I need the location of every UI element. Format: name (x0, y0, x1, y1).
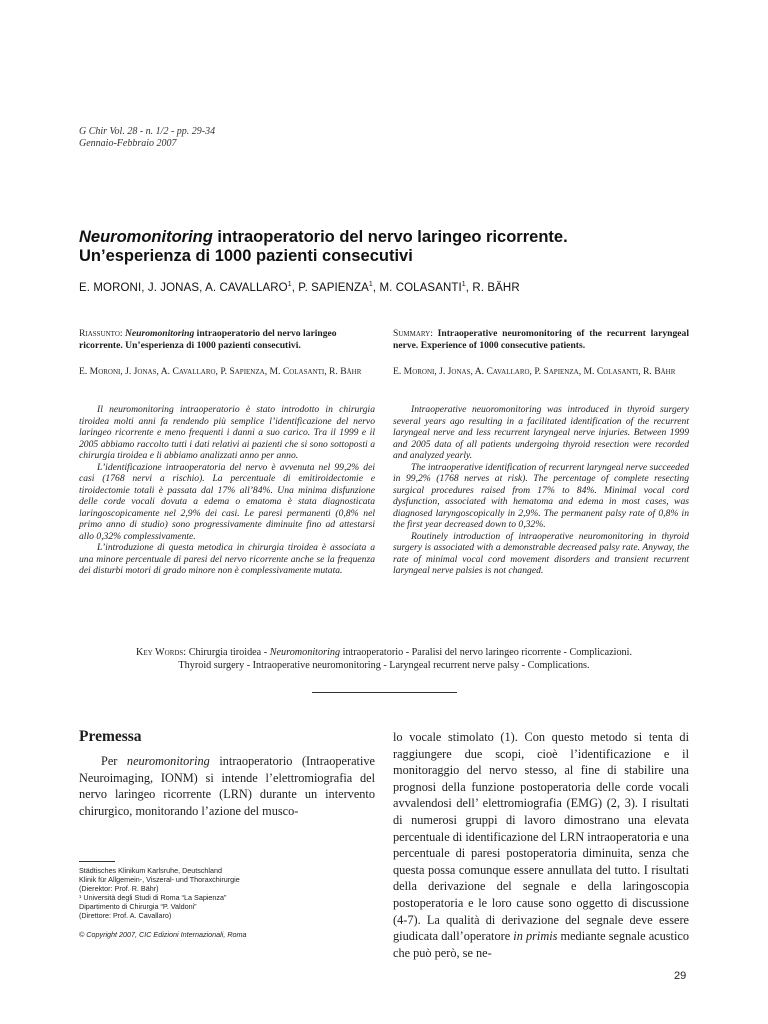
keywords-label: Key Words: (135, 647, 187, 658)
body-text-right (393, 729, 689, 961)
footnote-line: Klinik für Allgemein-, Viszeral- und Thoraxchirurgie (79, 874, 240, 884)
summary-authors: E. Moroni, J. Jonas, A. Cavallaro, P. Sapienza, M. Colasanti, R. Bähr (393, 366, 676, 377)
title-rest: intraoperatorio del nervo laringeo ricorrente. (212, 228, 568, 246)
riassunto-title-italic: Neuromonitoring (124, 328, 195, 339)
author: P. SAPIENZA (298, 282, 369, 294)
footnote-line: Städtisches Klinikum Karlsruhe, Deutschland (79, 866, 223, 875)
page-number: 29 (674, 970, 687, 982)
riassunto-heading (79, 328, 375, 351)
keywords-it-pre: Chirurgia tiroidea - (188, 647, 270, 658)
journal-date: Gennaio-Febbraio 2007 (79, 138, 177, 149)
author: E. MORONI (79, 282, 142, 294)
key-words (79, 646, 689, 672)
keywords-it-italic: Neuromonitoring (269, 647, 341, 658)
author: A. CAVALLARO (205, 282, 288, 294)
article-title (79, 228, 699, 266)
footnote-line: (Dierektor: Prof. R. Bähr) (79, 883, 159, 893)
title-line2: Un’esperienza di 1000 pazienti consecutivi (79, 247, 413, 265)
section-heading: Premessa (79, 728, 142, 745)
body-paragraph (79, 753, 375, 819)
body-text: mediante segnale acustico che può però, se ne- (393, 929, 689, 960)
riassunto-label: Riassunto: (79, 328, 123, 339)
body-text: Per (101, 754, 127, 768)
riassunto-title: intraoperatorio del nervo laringeo ricorrente. Un’esperienza di 1000 pazienti consecutivi. (79, 328, 337, 351)
summary-label: Summary: (393, 328, 433, 339)
title-italic: Neuromonitoring (79, 228, 213, 246)
body-text: intraoperatorio (Intraoperative Neuroimaging, IONM) si intende l’elettromiografia del nervo laringeo ricorrente (LRN) durante un intervento chirurgico, monitorando l’azione del musco- (79, 754, 375, 818)
journal-citation (79, 126, 215, 150)
body-text-left (79, 753, 375, 819)
keywords-it-post: intraoperatorio - Paralisi del nervo laringeo ricorrente - Complicazioni. (340, 647, 633, 658)
footnote-line: ¹ Università degli Studi di Roma “La Sapienza” (79, 892, 227, 902)
footnote-divider (79, 861, 115, 862)
affiliation-footnote (79, 867, 375, 920)
riassunto-body (79, 404, 375, 577)
copyright-notice: © Copyright 2007, CIC Edizioni Internazionali, Roma (79, 930, 247, 939)
author: R. BÄHR (472, 282, 520, 294)
summary-title: Intraoperative neuromonitoring of the recurrent laryngeal nerve. Experience of 1000 consecutive patients. (393, 328, 689, 351)
riassunto-authors: E. Moroni, J. Jonas, A. Cavallaro, P. Sapienza, M. Colasanti, R. Bähr (79, 366, 362, 377)
affiliation-mark: 1 (368, 281, 373, 288)
riassunto-paragraph: L’identificazione intraoperatoria del nervo è avvenuta nel 99,2% dei casi (1768 nervi a rischio). La percentuale di emitiroidectomie e tiroidectomie totali è passata dal 17% all’84%. Una minima disfunzione delle corde vocali dovuta a edema o ematoma è stata diagnosticata laringoscopicamente nel 2,9% dei casi. Le paresi permanenti (0,8% nel primo anno di studio) sono progressivamente diminuite fino ad attestarsi allo 0,32% complessivamente. (79, 461, 375, 542)
footnote-line: (Direttore: Prof. A. Cavallaro) (79, 910, 172, 920)
footnote-line: Dipartimento di Chirurgia “P. Valdoni” (79, 901, 197, 911)
summary-paragraph: Intraoperative neuoromonitoring was introduced in thyroid surgery several years ago resulting in a facilitated identification of the recurrent laryngeal nerve and less recurrent laryngeal nerve injuries. Between 1999 and 2005 data of all patients undergoing thyroid resection were recorded and analyzed yearly. (393, 404, 689, 461)
journal-volume: G Chir Vol. 28 - n. 1/2 - pp. 29-34 (79, 126, 216, 137)
summary-paragraph: The intraoperative identification of recurrent laryngeal nerve succeeded in 99,2% (1768 nerves at risk). The percentage of complete resecting surgical procedures raised from 17% to 84%. Minimal vocal cord dysfunction, associated with hematoma and edema in most cases, was diagnosed laryngoscopically in 2,9%. The permanent palsy rate of 0,8% in the first year decreased down to 0,32%. (393, 461, 689, 530)
affiliation-mark: 1 (461, 281, 466, 288)
body-text-italic: neuromonitoring (126, 754, 210, 768)
summary-body (393, 404, 689, 577)
riassunto-paragraph: Il neuromonitoring intraoperatorio è stato introdotto in chirurgia tiroidea molti anni fa rendendo più semplice l’identificazione del nervo laringeo ricorrente e meno frequenti i danni a suo carico. Tra il 1999 e il 2005 abbiamo raccolto tutti i dati relativi ai pazienti che si sono sottoposti a chirurgia tiroidea e li abbiamo analizzati anno per anno. (79, 404, 375, 461)
section-divider (312, 692, 457, 693)
riassunto-paragraph: L’introduzione di questa metodica in chirurgia tiroidea è associata a una minore percentuale di paresi del nervo ricorrente anche se la frequenza dei disturbi motori di grado minore non è complessivamente mutata. (79, 542, 375, 576)
author: J. JONAS (147, 282, 200, 294)
author: M. COLASANTI (379, 282, 462, 294)
body-text-italic: in primis (513, 929, 558, 944)
keywords-en: Thyroid surgery - Intraoperative neuromonitoring - Laryngeal recurrent nerve palsy - Complications. (178, 660, 590, 671)
body-paragraph (393, 729, 689, 961)
author-list: E. MORONI, J. JONAS, A. CAVALLARO$^1$, P. SAPIENZA$^1$, M. COLASANTI$^1$, R. BÄHR (79, 281, 520, 294)
summary-heading (393, 328, 689, 351)
summary-paragraph: Routinely introduction of intraoperative neuromonitoring in thyroid surgery is associated with a demonstrable decreased palsy rate. Anyway, the rate of minimal vocal cord movement disorders and transient recurrent laryngeal nerve palsies is not changed. (393, 530, 689, 576)
affiliation-mark: 1 (287, 281, 292, 288)
body-text: lo vocale stimolato (1). Con questo metodo si tenta di raggiungere due scopi, cioè l’identificazione e il monitoraggio del nervo stesso, al fine di stabilire una prognosi della funzione postoperatoria delle corde vocali avvalendosi dell’ elettromiografia (EMG) (2, 3). I risultati di numerosi gruppi di lavoro dimostrano una elevata percentuale di identificazione del LRN intraoperatoria e una percentuale di paresi postoperatoria diminuita, senza che questa possa comunque essere annullata del tutto. I risultati della derivazione del segnale e della laringoscopia postoperatoria e le loro cause sono oggetto di discussione (4-7). La qualità di derivazione del segnale deve essere giudicata dall’operatore (393, 730, 690, 944)
